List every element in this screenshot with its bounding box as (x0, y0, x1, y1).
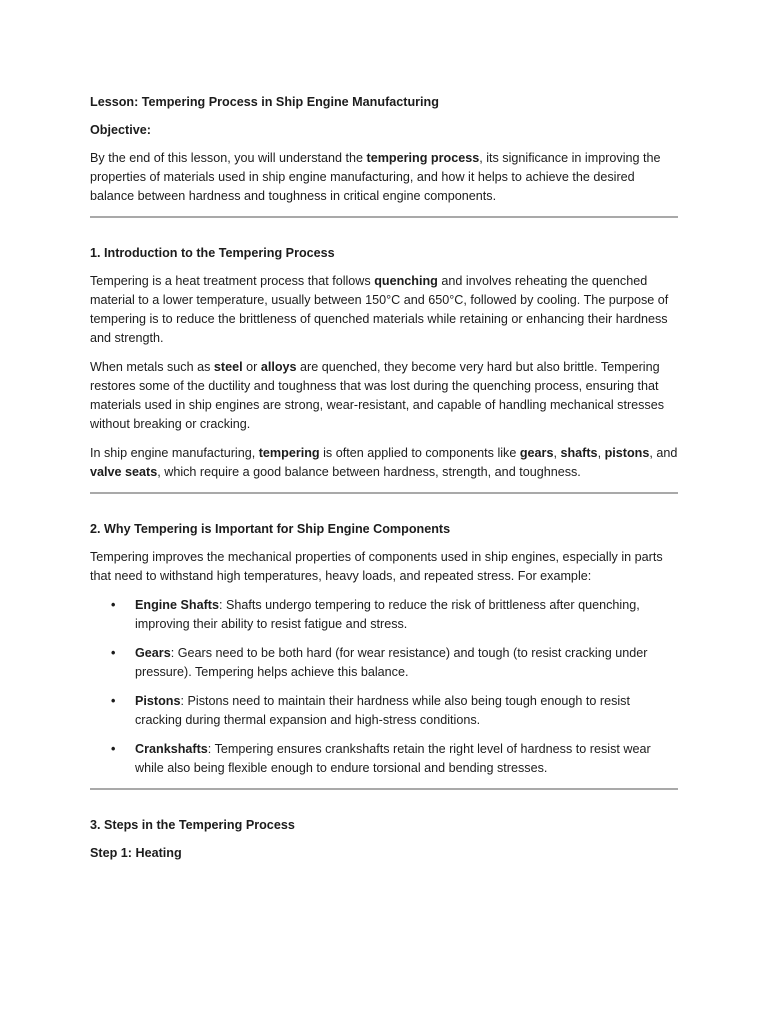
list-item-desc: : Pistons need to maintain their hardness while also being tough enough to resist cracking during thermal expansion and high-stress conditions. (135, 694, 630, 727)
list-item-engine-shafts (90, 596, 678, 634)
s1p3-bold-5: valve seats (90, 465, 158, 479)
list-item-desc: : Tempering ensures crankshafts retain the right level of hardness to resist wear while also being flexible enough to endure torsional and bending stresses. (135, 742, 651, 775)
objective-text-1: By the end of this lesson, you will understand the (90, 151, 367, 165)
list-item-term: Engine Shafts (135, 598, 219, 612)
section1-paragraph-2 (90, 358, 678, 434)
objective-paragraph (90, 149, 678, 206)
objective-text-2: , its significance in improving the properties of materials used in ship engine manufacturing, and how it helps to achieve the desired balance between hardness and toughness in critical engine components. (90, 151, 661, 203)
lesson-title: Lesson: Tempering Process in Ship Engine Manufacturing (90, 95, 439, 109)
bullet-icon: • (111, 598, 116, 612)
objective-heading: Objective: (90, 123, 151, 137)
bullet-icon: • (111, 646, 116, 660)
s1p3-bold-2: gears (519, 446, 554, 460)
s1p3-text-4: , (597, 446, 605, 460)
section1-paragraph-1 (90, 272, 678, 348)
step1-heading: Step 1: Heating (90, 846, 182, 860)
components-list (90, 596, 678, 778)
document-page (90, 93, 678, 872)
s1p2-text-3: are quenched, they become very hard but also brittle. Tempering restores some of the ductility and toughness that was lost during the quenching process, ensuring that materials used in ship engines are strong, wear-resistant, and capable of handling mechanical stresses without breaking or cracking. (90, 360, 665, 431)
list-item-crankshafts (90, 740, 678, 778)
list-item-term: Crankshafts (135, 742, 208, 756)
bullet-icon: • (111, 742, 116, 756)
s1p3-text-3: , (553, 446, 561, 460)
list-item-gears (90, 644, 678, 682)
s1p2-bold-2: alloys (260, 360, 297, 374)
list-item-term: Gears (135, 646, 171, 660)
divider-2 (90, 492, 678, 494)
s1p3-bold-4: pistons (604, 446, 650, 460)
s1p3-text-2: is often applied to components like (319, 446, 520, 460)
section2-intro: Tempering improves the mechanical properties of components used in ship engines, especially in parts that need to withstand high temperatures, heavy loads, and repeated stress. For example: (90, 550, 663, 583)
s1p1-text-1: Tempering is a heat treatment process that follows (90, 274, 375, 288)
list-item-term: Pistons (135, 694, 181, 708)
s1p2-bold-1: steel (213, 360, 243, 374)
bullet-icon: • (111, 694, 116, 708)
s1p3-bold-1: tempering (258, 446, 320, 460)
section2-heading: 2. Why Tempering is Important for Ship Engine Components (90, 522, 451, 536)
section1-paragraph-3 (90, 444, 678, 482)
s1p3-text-5: , and (649, 446, 678, 460)
s1p3-text-1: In ship engine manufacturing, (90, 446, 259, 460)
divider-3 (90, 788, 678, 790)
section1-heading: 1. Introduction to the Tempering Process (90, 246, 335, 260)
s1p2-text-1: When metals such as (90, 360, 214, 374)
objective-bold-1: tempering process (366, 151, 480, 165)
s1p3-text-6: , which require a good balance between hardness, strength, and toughness. (157, 465, 581, 479)
s1p1-text-2: and involves reheating the quenched material to a lower temperature, usually between 150°C and 650°C, followed by cooling. The purpose of tempering is to reduce the brittleness of quenched materials while retaining or enhancing their hardness and strength. (90, 274, 669, 345)
s1p1-bold-1: quenching (374, 274, 438, 288)
list-item-desc: : Shafts undergo tempering to reduce the risk of brittleness after quenching, improving their ability to resist fatigue and stress. (135, 598, 640, 631)
s1p2-text-2: or (242, 360, 261, 374)
section3-heading: 3. Steps in the Tempering Process (90, 818, 295, 832)
divider-1 (90, 216, 678, 218)
s1p3-bold-3: shafts (560, 446, 598, 460)
list-item-desc: : Gears need to be both hard (for wear resistance) and tough (to resist cracking under pressure). Tempering helps achieve this balance. (135, 646, 648, 679)
list-item-pistons (90, 692, 678, 730)
